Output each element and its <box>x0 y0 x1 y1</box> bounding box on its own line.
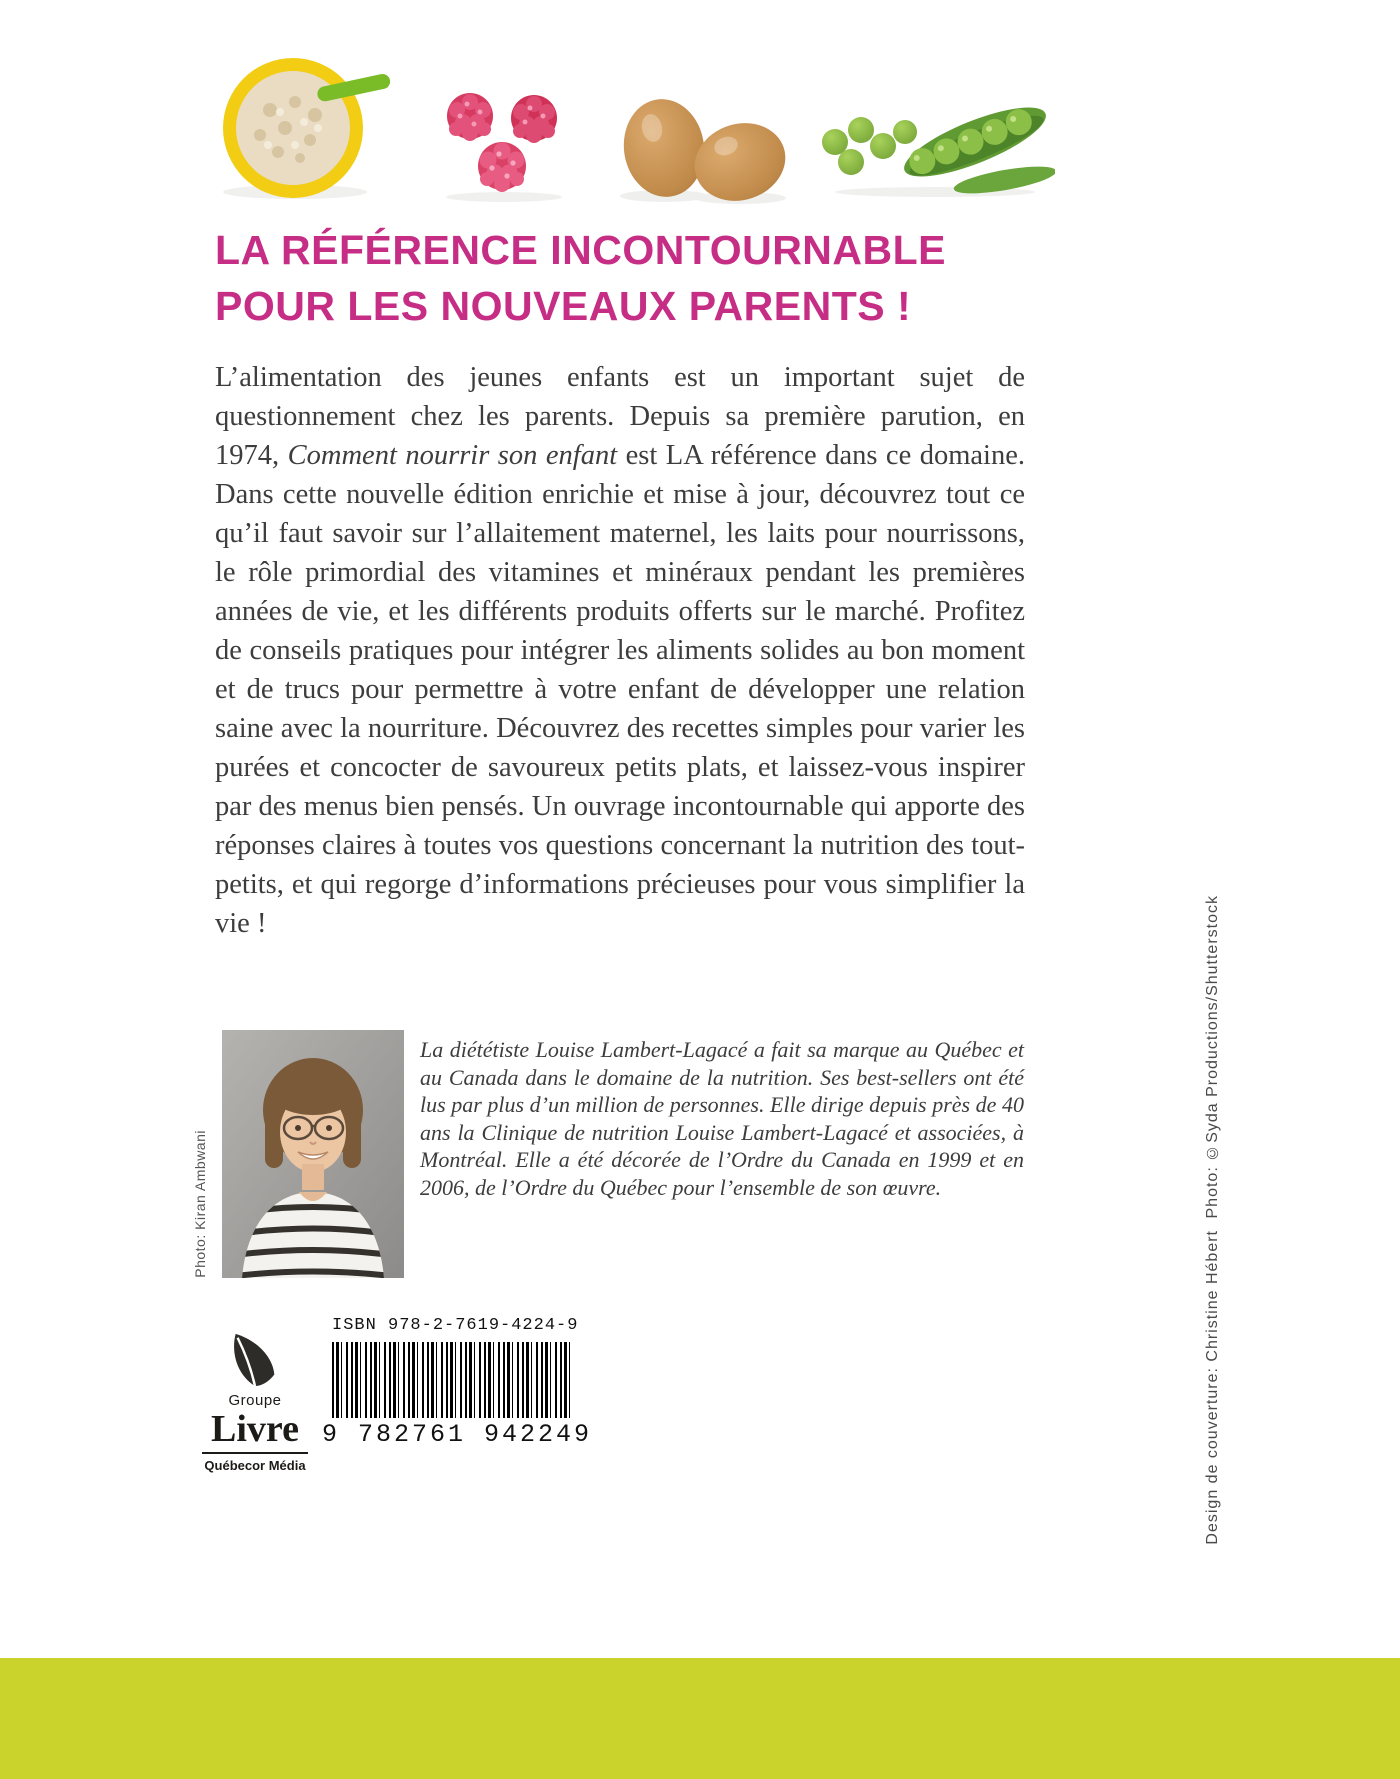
headline <box>215 222 946 334</box>
raspberries-icon <box>428 76 580 204</box>
oatmeal-bowl-icon <box>200 50 392 202</box>
cover-photo-credit: Photo: ©Syda Productions/Shutterstock <box>1204 895 1221 1219</box>
author-bio: La diététiste Louise Lambert-Lagacé a fait sa marque au Québec et au Canada dans le domaine de la nutrition. Ses best-sellers ont été lus par plus d’un million de personnes. Elle dirige depuis près de 40 ans la Clinique de nutrition Louise Lambert-Lagacé et associées, à Montréal. Elle a été décorée de l’Ordre du Canada en 1999 et en 2006, de l’Ordre du Québec pour l’ensemble de son œuvre. <box>420 1037 1024 1200</box>
publisher-media-label: Québecor Média <box>204 1458 306 1473</box>
publisher-rule <box>202 1452 308 1454</box>
description-paragraph <box>215 358 1025 943</box>
publisher-group-label: Groupe <box>228 1392 282 1409</box>
peas-icon <box>815 80 1055 200</box>
author-photo <box>222 1030 404 1278</box>
cover-design-credit: Design de couverture: Christine Hébert <box>1204 1230 1221 1545</box>
leaf-icon <box>226 1330 284 1390</box>
barcode-number: 9 782761 942249 <box>322 1420 593 1449</box>
publisher-logo <box>188 1330 322 1473</box>
headline-line1: LA RÉFÉRENCE INCONTOURNABLE <box>215 227 947 273</box>
description-before: L’alimentation des jeunes enfants est un important sujet de questionnement chez les parents. Depuis sa première parution, en 1974, <box>215 362 1025 471</box>
bottom-color-band <box>0 1658 1400 1779</box>
publisher-name-label: Livre <box>211 1408 299 1450</box>
author-photo-credit: Photo: Kiran Ambwani <box>192 1130 208 1278</box>
description-after: est LA référence dans ce domaine. Dans cette nouvelle édition enrichie et mise à jour, découvrez tout ce qu’il faut savoir sur l’allaitement maternel, les laits pour nourrissons, le rôle primordial des vitamines et minéraux pendant les premières années de vie, et les différents produits offerts sur le marché. Profitez de conseils pratiques pour intégrer les aliments solides au bon moment et de trucs pour permettre à votre enfant de développer une relation saine avec la nourriture. Découvrez des recettes simples pour varier les purées et concocter de savoureux petits plats, et laissez-vous inspirer par des menus bien pensés. Un ouvrage incontournable qui apporte des réponses claires à toutes vos questions concernant la nutrition des tout-petits, et qui regorge d’informations précieuses pour vous simplifier la vie ! <box>215 440 1025 939</box>
eggs-icon <box>610 88 794 206</box>
barcode <box>332 1342 570 1418</box>
isbn-label: ISBN 978-2-7619-4224-9 <box>332 1316 579 1335</box>
headline-line2: POUR LES NOUVEAUX PARENTS ! <box>215 283 912 329</box>
book-title-italic: Comment nourrir son enfant <box>287 440 618 471</box>
